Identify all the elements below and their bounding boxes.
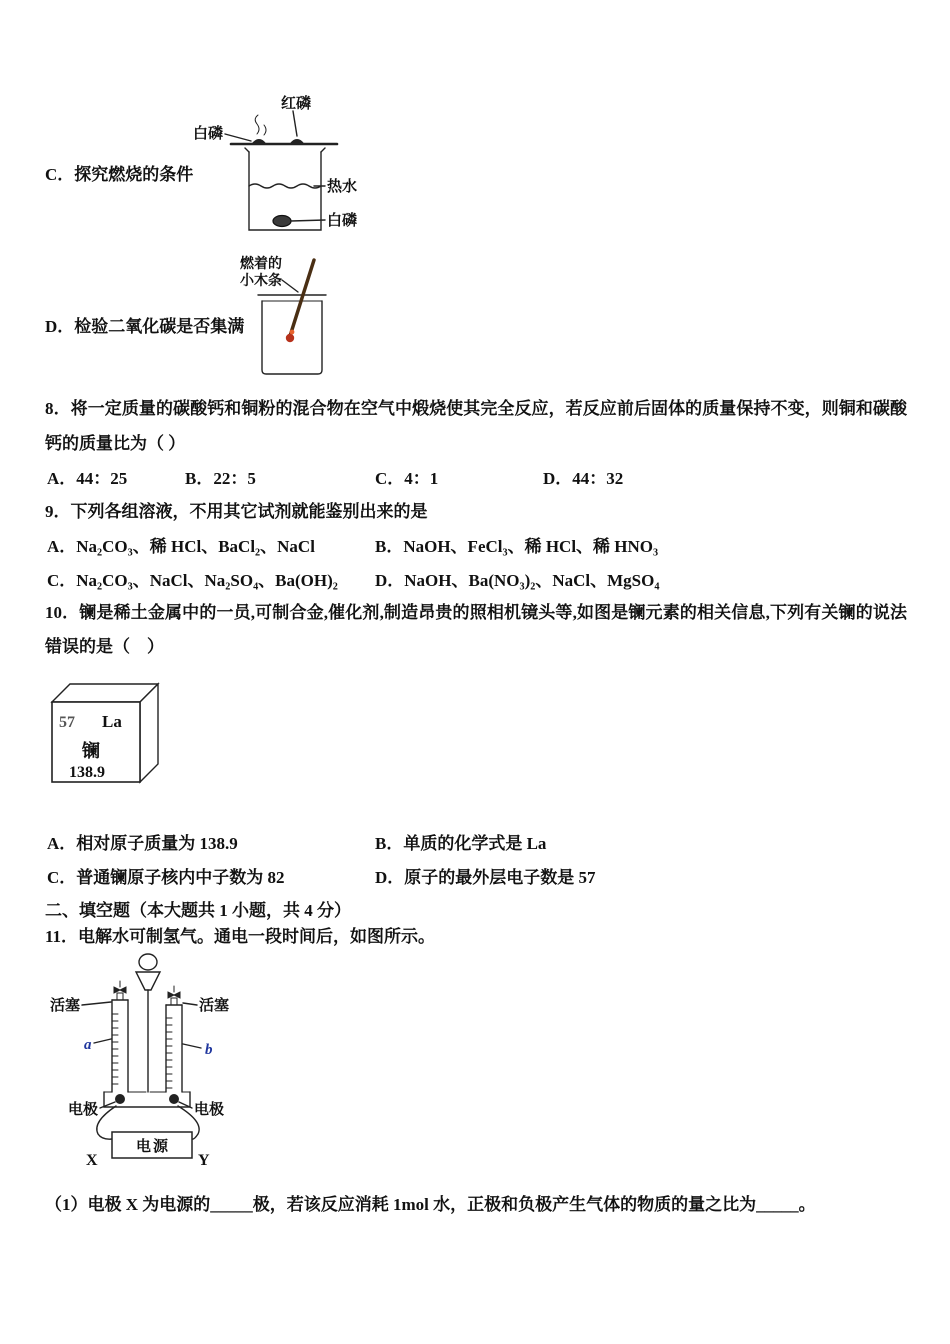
question-11-stem: 11．电解水可制氢气。通电一段时间后，如图所示。 <box>45 927 436 946</box>
atomic-mass: 138.9 <box>69 764 105 781</box>
white-phosphorus-bottom-label: 白磷 <box>327 213 358 229</box>
hot-water-label: 热水 <box>327 179 358 195</box>
ember-glow <box>290 330 295 335</box>
white-phosphorus-leader-line <box>225 134 251 141</box>
piston-right-label: 活塞 <box>199 998 230 1014</box>
q8-option-d: D．44：32 <box>543 469 624 488</box>
q8-option-c: C．4：1 <box>375 469 439 488</box>
question-8-stem: 8．将一定质量的碳酸钙和铜粉的混合物在空气中煅烧使其完全反应，若反应前后固体的质量保持不变，则铜和碳酸钙的质量比为（ ） <box>45 399 907 453</box>
white-phosphorus-bottom-leader-line <box>291 220 325 221</box>
tube-b-leader-line <box>183 1044 201 1048</box>
red-phosphorus-label: 红磷 <box>281 96 312 112</box>
question-9-stem: 9．下列各组溶液，不用其它试剂就能鉴别出来的是 <box>45 502 428 521</box>
electrode-right-label: 电极 <box>194 1102 225 1118</box>
q8-option-a: A．44：25 <box>47 469 128 488</box>
element-name: 镧 <box>82 741 100 761</box>
terminal-x-label: X <box>86 1152 98 1169</box>
piston-left-leader-line <box>82 1002 111 1005</box>
white-phosphorus-top-label: 白磷 <box>193 126 224 142</box>
burning-stick-leader-line <box>282 280 298 292</box>
tube-a-leader-line <box>94 1039 111 1043</box>
q8-option-b: B．22：5 <box>185 469 256 488</box>
white-phosphorus-in-water <box>273 216 291 227</box>
beaker-rim <box>245 148 325 152</box>
burning-stick-label-line2: 小木条 <box>240 274 282 289</box>
stopcock-right-valve-icon <box>168 992 180 998</box>
red-phosphorus-mound <box>290 140 304 145</box>
tube-a-graduations <box>112 1014 118 1084</box>
q9-option-b: B．NaOH、FeCl₃、稀 HCl、稀 HNO₃ <box>375 537 659 556</box>
electrolysis-diagram <box>48 946 263 1176</box>
combustion-diagram <box>185 92 390 240</box>
flame-icon <box>286 334 294 342</box>
q9-option-d: D．NaOH、Ba(NO₃)₂、NaCl、MgSO₄ <box>375 571 660 590</box>
q9-option-a: A．Na₂CO₃、稀 HCl、BaCl₂、NaCl <box>47 537 315 556</box>
tube-b-label: b <box>205 1042 213 1058</box>
stopcock-left-valve-icon <box>114 987 126 993</box>
piston-left-label: 活塞 <box>50 998 81 1014</box>
red-phosphorus-leader-line <box>293 111 297 136</box>
q11-sub1: （1）电极 X 为电源的_____极，若该反应消耗 1mol 水，正极和负极产生气体的物质的量之比为_____。 <box>45 1195 816 1214</box>
electrode-left-label: 电极 <box>68 1102 99 1118</box>
funnel-bulb <box>139 954 157 970</box>
lanthanum-element-box <box>46 676 170 790</box>
water-surface <box>249 184 321 188</box>
co2-test-diagram <box>232 252 352 384</box>
funnel-cone <box>136 972 160 990</box>
tube-a-label: a <box>84 1037 92 1053</box>
power-source-label: 电源 <box>136 1139 171 1155</box>
burning-stick-label-line1: 燃着的 <box>240 257 282 272</box>
option-d-label: D．检验二氧化碳是否集满 <box>45 317 245 336</box>
q9-option-c: C．Na₂CO₃、NaCl、Na₂SO₄、Ba(OH)₂ <box>47 571 338 590</box>
electrode-left-dot <box>116 1095 125 1104</box>
piston-right-leader-line <box>183 1003 197 1005</box>
element-symbol: La <box>102 712 122 731</box>
question-10-stem: 10．镧是稀土金属中的一员,可制合金,催化剂,制造昂贵的照相机镜头等,如图是镧元素的相关信息,下列有关镧的说法错误的是（ ） <box>45 603 907 656</box>
q10-option-c: C．普通镧原子核内中子数为 82 <box>47 868 285 887</box>
white-phosphorus-mound <box>252 140 266 145</box>
q10-option-d: D．原子的最外层电子数是 57 <box>375 868 596 887</box>
option-c-label: C．探究燃烧的条件 <box>45 165 194 184</box>
atomic-number: 57 <box>59 714 75 731</box>
wooden-stick <box>290 260 314 336</box>
q10-option-b: B．单质的化学式是 La <box>375 834 547 853</box>
stopcock-right-neck <box>171 998 177 1005</box>
terminal-y-label: Y <box>198 1152 210 1169</box>
tube-b-graduations <box>166 1018 172 1088</box>
cube-right-face <box>140 684 158 782</box>
smoke <box>255 115 266 135</box>
stopcock-left-neck <box>117 993 123 1000</box>
section-2-title: 二、填空题（本大题共 1 小题，共 4 分） <box>45 901 351 920</box>
electrode-right-dot <box>170 1095 179 1104</box>
q10-option-a: A．相对原子质量为 138.9 <box>47 834 238 853</box>
